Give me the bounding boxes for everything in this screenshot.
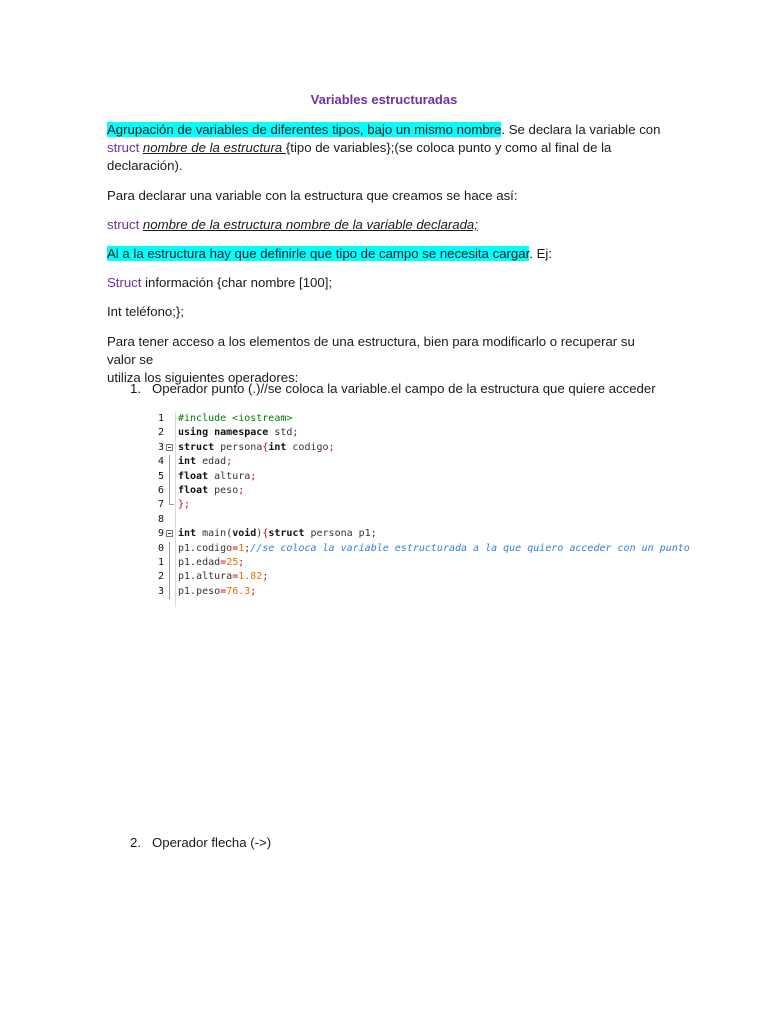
code-number: 76.3 (226, 585, 251, 597)
code-keyword: struct (268, 528, 305, 540)
code-operator: = (220, 585, 227, 597)
code-operator: ; (328, 441, 335, 453)
code-number: 1.82 (238, 571, 263, 583)
fold-collapse-icon[interactable] (166, 530, 173, 537)
paragraph-syntax (107, 216, 667, 234)
code-keyword: int (268, 441, 287, 453)
code-comment: //se coloca la variable estructurada a la que quiero acceder con un punto (250, 542, 690, 554)
paragraph-definition (107, 121, 667, 175)
struct-name-placeholder: nombre de la estructura (142, 140, 286, 155)
paragraph-field-type (107, 245, 667, 263)
code-text: main( (196, 528, 233, 540)
code-operator: { (262, 441, 269, 453)
line-number: 0 (157, 542, 164, 554)
code-text: p1.codigo (178, 542, 233, 554)
code-operator: ; (250, 585, 257, 597)
code-operator: }; (178, 499, 191, 511)
line-number: 2 (157, 571, 164, 583)
code-operator: ; (238, 484, 245, 496)
list-number: 2. (130, 835, 141, 850)
definition-text-3: declaración). (107, 158, 183, 173)
code-operator: ; (226, 456, 233, 468)
code-number: 25 (226, 556, 239, 568)
line-number: 4 (157, 456, 164, 468)
code-operator: ; (250, 470, 257, 482)
code-text: p1.peso (178, 585, 221, 597)
paragraph-example-2: Int teléfono;}; (107, 304, 184, 319)
line-number: 7 (157, 499, 164, 511)
code-text: persona p1; (304, 528, 377, 540)
line-number: 5 (157, 470, 164, 482)
line-number: 6 (157, 484, 164, 496)
code-text: codigo (286, 441, 329, 453)
syntax-placeholder: nombre de la estructura nombre de la variable declarada; (142, 217, 478, 232)
code-operator: = (232, 571, 239, 583)
list-item-2 (130, 834, 690, 852)
example-text: información {char nombre [100]; (141, 275, 333, 290)
example-label: . Ej: (529, 246, 552, 261)
code-keyword: int (178, 456, 197, 468)
fold-collapse-icon[interactable] (166, 444, 173, 451)
code-operator: { (262, 528, 269, 540)
paragraph-example (107, 274, 667, 292)
code-operator: ; (262, 571, 269, 583)
code-keyword: void (232, 528, 257, 540)
highlighted-definition: Agrupación de variables de diferentes tipos, bajo un mismo nombre (107, 122, 502, 137)
code-operator: ; (238, 556, 245, 568)
document-title: Variables estructuradas (310, 92, 458, 107)
operators-text-2: utiliza los siguientes operadores: (107, 370, 299, 385)
struct-keyword: Struct (107, 275, 142, 290)
code-keyword: using namespace (178, 427, 269, 439)
list-item-text: Operador flecha (->) (152, 835, 272, 850)
line-number: 8 (157, 513, 164, 525)
list-number: 1. (130, 381, 141, 396)
line-number: 1 (157, 556, 164, 568)
code-text: #include <iostream> (178, 413, 293, 424)
definition-text-2: {tipo de variables};(se coloca punto y como al final de la (285, 140, 612, 155)
operators-text-1: Para tener acceso a los elementos de una estructura, bien para modificarlo o recuperar su valor se (107, 334, 635, 367)
paragraph-declare: Para declarar una variable con la estructura que creamos se hace así: (107, 188, 518, 203)
code-text: std; (268, 427, 299, 439)
paragraph-operators (107, 333, 667, 387)
code-screenshot (150, 412, 690, 607)
highlighted-field-type: Al a la estructura hay que definirle que tipo de campo se necesita cargar (107, 246, 530, 261)
code-text: persona (214, 441, 263, 453)
line-number: 3 (157, 441, 164, 453)
code-keyword: float (178, 484, 209, 496)
code-text: p1.edad (178, 556, 221, 568)
code-text: ) (256, 528, 263, 540)
code-text: edad (196, 456, 227, 468)
code-number: 1 (238, 542, 245, 554)
struct-keyword: struct (107, 217, 140, 232)
code-keyword: int (178, 528, 197, 540)
code-operator: = (220, 556, 227, 568)
code-keyword: float (178, 470, 209, 482)
struct-keyword: struct (107, 140, 140, 155)
line-number: 3 (157, 585, 164, 597)
code-operator: ; (244, 542, 251, 554)
line-number: 2 (157, 427, 164, 439)
code-text: peso (208, 484, 239, 496)
code-operator: = (232, 542, 239, 554)
code-text: p1.altura (178, 571, 233, 583)
line-number: 1 (157, 413, 164, 424)
list-item-1 (130, 380, 690, 398)
list-item-text: Operador punto (.)//se coloca la variable.el campo de la estructura que quiere acceder (152, 381, 656, 396)
definition-text: . Se declara la variable con (501, 122, 661, 137)
code-keyword: struct (178, 441, 215, 453)
line-number: 9 (157, 528, 164, 540)
code-text: altura (208, 470, 251, 482)
